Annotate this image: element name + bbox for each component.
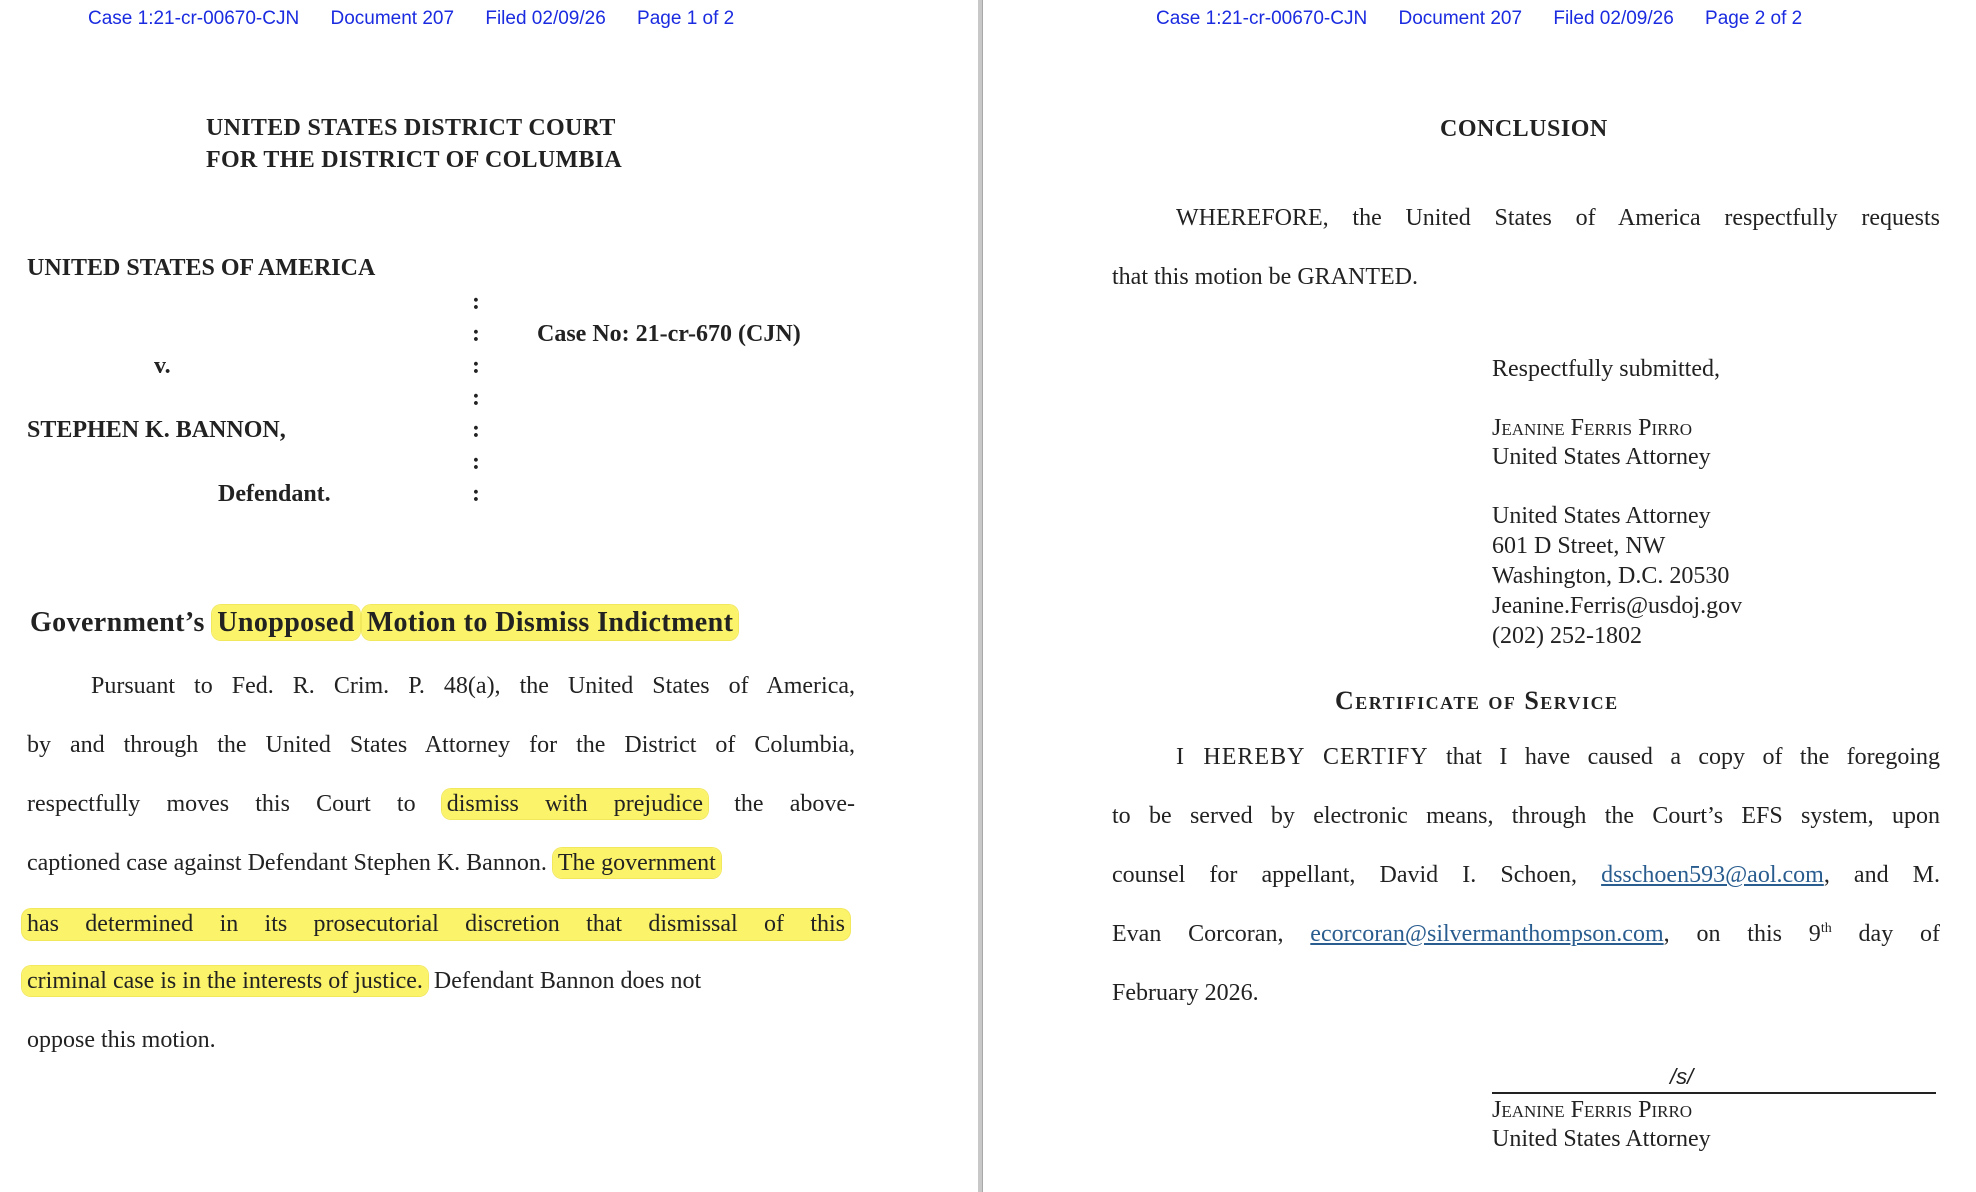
court-name: UNITED STATES DISTRICT COURT [206, 115, 616, 141]
respectfully-submitted: Respectfully submitted, [1492, 356, 1720, 382]
caption-colon: : [472, 449, 480, 475]
court-district: FOR THE DISTRICT OF COLUMBIA [206, 147, 623, 173]
page-divider [978, 0, 983, 1192]
highlight-motion-title: Motion to Dismiss Indictment [362, 605, 739, 640]
title-prefix: Government’s [30, 607, 205, 638]
address-phone: (202) 252-1802 [1492, 623, 1642, 649]
defendant-name: STEPHEN K. BANNON, [27, 417, 286, 443]
page-2 [986, 0, 1976, 1192]
highlight-prosecutorial-discretion: has determined in its prosecutorial discretion that dismissal of this [22, 909, 850, 940]
body-line: oppose this motion. [27, 1027, 216, 1053]
signature-name: Jeanine Ferris Pirro [1492, 1097, 1693, 1123]
cert-line: to be served by electronic means, through the Court’s EFS system, upon [1112, 803, 1940, 829]
email-link-schoen[interactable]: dsschoen593@aol.com [1601, 862, 1824, 888]
body-line: respectfully moves this Court to dismiss with prejudice the above- [27, 791, 856, 817]
defendant-label: Defendant. [218, 481, 331, 507]
highlight-government: The government [553, 848, 721, 878]
header-page-number[interactable]: Page 1 of 2 [637, 8, 735, 29]
signature-title: United States Attorney [1492, 1126, 1711, 1152]
header-case-number[interactable]: Case 1:21-cr-00670-CJN [1156, 8, 1368, 29]
caption-colon: : [472, 385, 480, 411]
conclusion-heading: CONCLUSION [1440, 116, 1608, 142]
header-filed-date[interactable]: Filed 02/09/26 [1553, 8, 1674, 29]
signer-name: Jeanine Ferris Pirro [1492, 415, 1693, 441]
versus: v. [154, 353, 171, 379]
body-line: by and through the United States Attorney for the District of Columbia, [27, 732, 855, 758]
page-1 [0, 0, 978, 1192]
body-line [22, 909, 850, 940]
body-line: Pursuant to Fed. R. Crim. P. 48(a), the United States of America, [91, 673, 855, 699]
header-document-number[interactable]: Document 207 [1398, 8, 1523, 29]
body-line: criminal case is in the interests of justice. Defendant Bannon does not [22, 968, 701, 995]
motion-title [30, 607, 738, 639]
address-email: Jeanine.Ferris@usdoj.gov [1492, 593, 1743, 619]
cert-line: Evan Corcoran, ecorcoran@silvermanthompson.com, on this 9th day of [1112, 921, 1941, 947]
address-line: United States Attorney [1492, 503, 1711, 529]
header-case-number[interactable]: Case 1:21-cr-00670-CJN [88, 8, 300, 29]
cert-line: I HEREBY CERTIFY that I have caused a copy of the foregoing [1176, 744, 1940, 770]
caption-colon: : [472, 481, 480, 507]
header-document-number[interactable]: Document 207 [330, 8, 455, 29]
highlight-interests-of-justice: criminal case is in the interests of justice. [22, 966, 428, 996]
email-link-corcoran[interactable]: ecorcoran@silvermanthompson.com [1310, 921, 1664, 947]
signature-line [1492, 1092, 1936, 1094]
certificate-heading: Certificate of Service [1335, 686, 1619, 715]
page-header [1156, 8, 1828, 30]
highlight-unopposed: Unopposed [212, 605, 359, 640]
address-line: 601 D Street, NW [1492, 533, 1666, 559]
cert-line: counsel for appellant, David I. Schoen, dsschoen593@aol.com, and M. [1112, 862, 1940, 888]
conclusion-line: WHEREFORE, the United States of America respectfully requests [1176, 205, 1940, 231]
signature-mark: /s/ [1670, 1064, 1694, 1089]
body-line: captioned case against Defendant Stephen K. Bannon. The government [27, 850, 855, 877]
conclusion-line: that this motion be GRANTED. [1112, 264, 1418, 290]
highlight-dismiss-with-prejudice: dismiss with prejudice [442, 789, 708, 819]
caption-colon: : [472, 289, 480, 315]
caption-colon: : [472, 417, 480, 443]
cert-line: February 2026. [1112, 980, 1259, 1006]
signer-title: United States Attorney [1492, 444, 1711, 470]
page-header [88, 8, 760, 30]
plaintiff-name: UNITED STATES OF AMERICA [27, 255, 376, 281]
caption-colon: : [472, 321, 480, 347]
address-line: Washington, D.C. 20530 [1492, 563, 1730, 589]
header-page-number[interactable]: Page 2 of 2 [1705, 8, 1803, 29]
case-number: Case No: 21-cr-670 (CJN) [537, 321, 801, 347]
header-filed-date[interactable]: Filed 02/09/26 [485, 8, 606, 29]
caption-colon: : [472, 353, 480, 379]
